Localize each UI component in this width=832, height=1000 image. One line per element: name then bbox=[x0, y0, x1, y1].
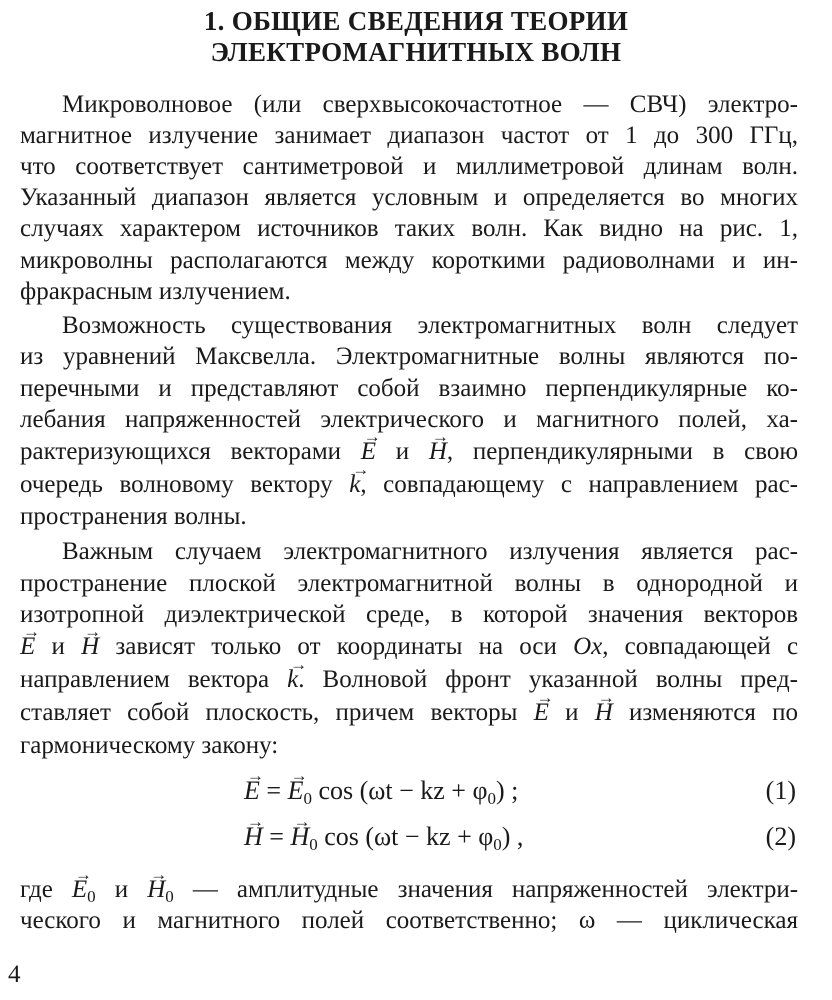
vector-e: → E bbox=[534, 698, 549, 728]
section-title-line: 1. ОБЩИЕ СВЕДЕНИЯ ТЕОРИИ bbox=[203, 6, 629, 36]
text-line: где → $E_0$ $и \to H_0$ — амплитудные значения напряженностей электри- bbox=[20, 875, 798, 905]
text-line: гармоническому закону: bbox=[20, 732, 279, 759]
equation-2: → H = → $H_0$ cos (ωt − kz + $\varphi_0$) , (2) bbox=[0, 820, 832, 854]
text-line: из уравнений Максвелла. Электромагнитные волны являются по- bbox=[20, 343, 798, 370]
text-line: ческого и магнитного полей соответственно; ω — циклическая bbox=[20, 907, 798, 934]
vector-e0: → E bbox=[72, 875, 87, 905]
text-line: лебания напряженностей электрического и магнитного полей, ха- bbox=[20, 406, 798, 433]
text-line: рактеризующихся векторами → E и → H, перпендикулярными в свою bbox=[20, 437, 798, 467]
vector-e: → E bbox=[20, 632, 35, 662]
section-title bbox=[0, 6, 832, 68]
vector-h: → H bbox=[429, 437, 447, 467]
text-line: пространение плоской электромагнитной волны в однородной и bbox=[20, 570, 798, 597]
text-line: направлением вектора → k. Волновой фронт указанной волны пред- bbox=[20, 665, 798, 695]
text-line: перечными и представляют собой взаимно перпендикулярные ко- bbox=[20, 375, 798, 402]
vector-k: → k bbox=[349, 470, 360, 500]
equation-1: → E = → $E_0$ cos (ωt − kz + $\varphi_0$) ; (1) bbox=[0, 774, 832, 808]
vector-h0: → H bbox=[147, 875, 165, 905]
equation-number: (2) bbox=[765, 822, 796, 851]
text-line: изотропной диэлектрической среде, в которой значения векторов bbox=[20, 601, 798, 628]
vector-h: → H bbox=[81, 632, 99, 662]
text-line: микроволны располагаются между короткими радиоволнами и ин- bbox=[20, 247, 798, 274]
text-line: → E и → H зависят только от координаты на оси Ox, совпадающей с bbox=[20, 632, 798, 662]
axis-ox: Ox bbox=[573, 633, 603, 660]
text-line: что соответствует сантиметровой и миллиметровой длинам волн. bbox=[20, 153, 798, 180]
text-line: Микроволновое (или сверхвысокочастотное — СВЧ) электро- bbox=[62, 91, 798, 118]
page-number: 4 bbox=[8, 961, 21, 988]
text-line: пространения волны. bbox=[20, 503, 247, 530]
equation-number: (1) bbox=[765, 776, 796, 805]
text-line: фракрасным излучением. bbox=[20, 278, 291, 305]
vector-e: → E bbox=[361, 437, 376, 467]
text-line: случаях характером источников таких волн. Как видно на рис. 1, bbox=[20, 215, 798, 242]
vector-h: → H bbox=[595, 698, 613, 728]
text-line: очередь волновому вектору → k, совпадающему с направлением рас- bbox=[20, 470, 798, 500]
text-line: Указанный диапазон является условным и определяется во многих bbox=[20, 184, 798, 211]
text-line: Возможность существования электромагнитных волн следует bbox=[62, 312, 798, 339]
text-line: магнитное излучение занимает диапазон частот от 1 до 300 ГГц, bbox=[20, 122, 798, 149]
section-title-line: ЭЛЕКТРОМАГНИТНЫХ ВОЛН bbox=[210, 37, 622, 67]
vector-k: → k bbox=[287, 665, 298, 695]
text-line: ставляет собой плоскость, причем векторы → E и → H изменяются по bbox=[20, 698, 798, 728]
text-line: Важным случаем электромагнитного излучения является рас- bbox=[62, 538, 798, 565]
